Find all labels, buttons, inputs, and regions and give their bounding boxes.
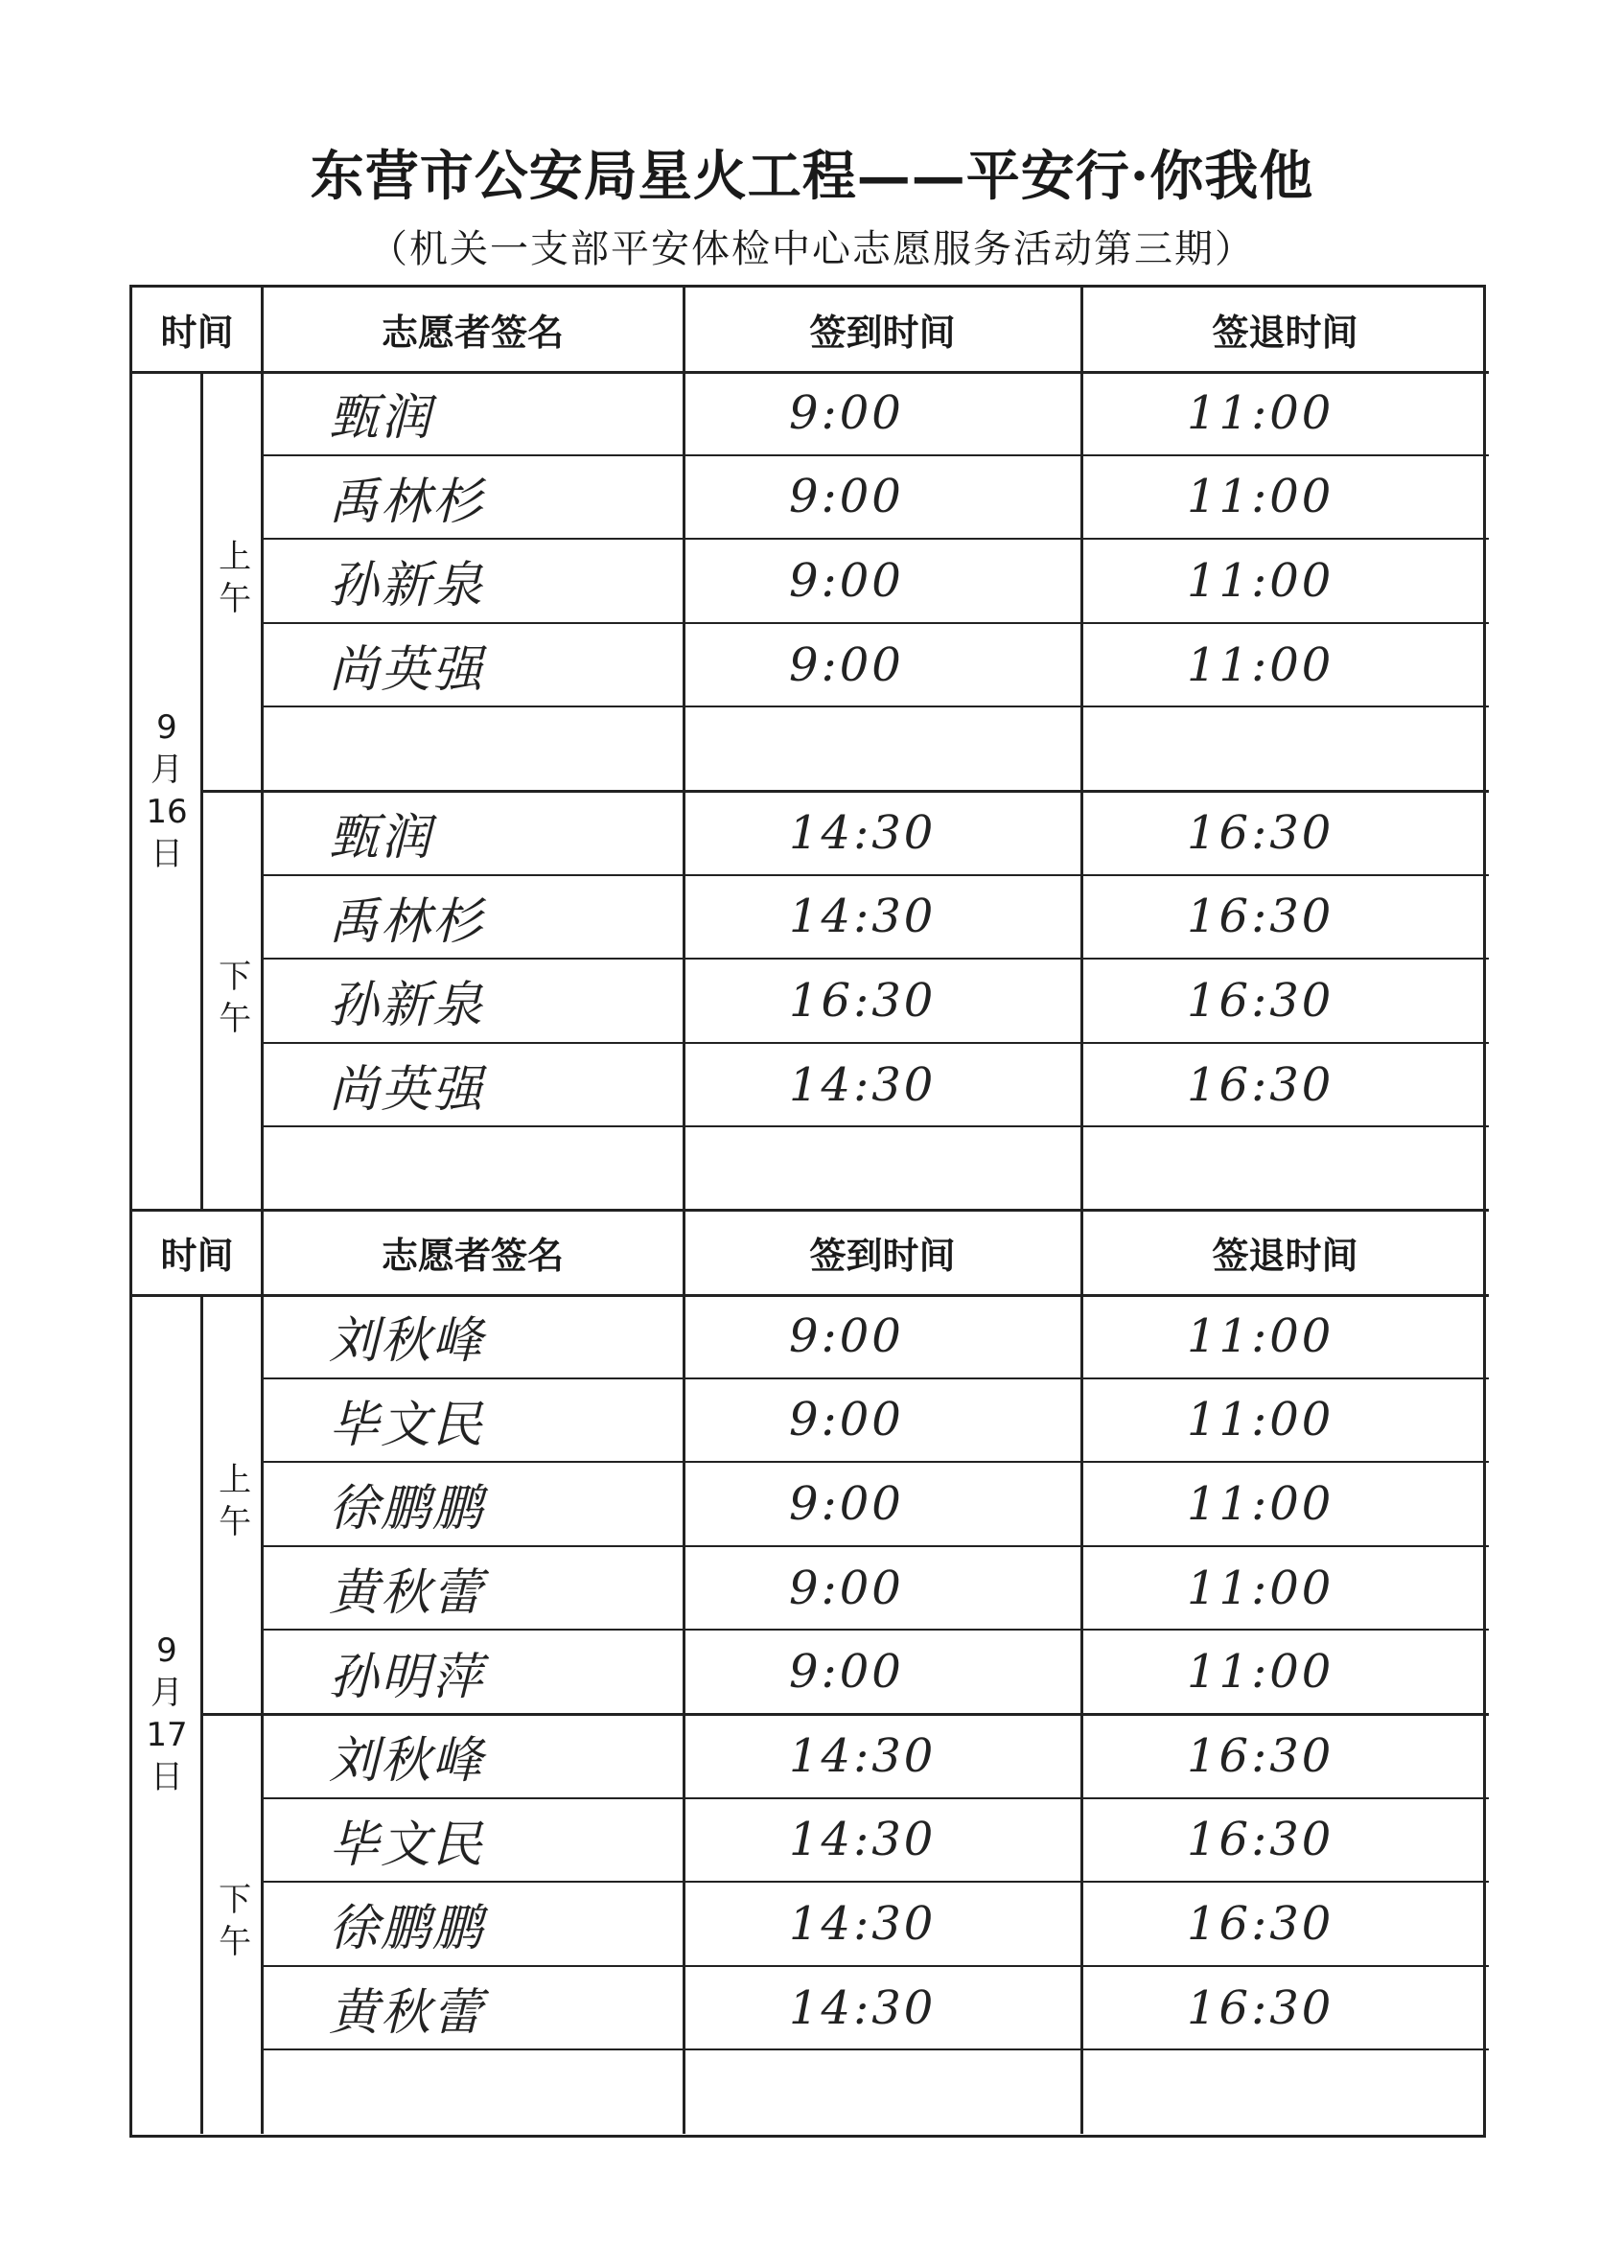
volunteer-signature: 刘秋峰	[329, 1732, 485, 1791]
check-in-time: 16:30	[789, 973, 937, 1028]
check-in-time: 14:30	[789, 1728, 937, 1783]
check-in-time: 9:00	[789, 1308, 904, 1363]
volunteer-signature: 徐鹏鹏	[329, 1900, 485, 1958]
header-check-out: 签退时间	[1212, 1235, 1358, 1277]
check-out-time: 16:30	[1187, 1057, 1334, 1112]
header-check-in: 签到时间	[809, 1235, 956, 1277]
period-pm: 下午	[212, 1882, 251, 1966]
date-cell	[132, 371, 201, 1211]
sign-in-sheet	[129, 285, 1486, 2138]
volunteer-signature: 禹林杉	[329, 892, 485, 951]
check-out-time: 11:00	[1187, 385, 1334, 440]
check-out-time: 11:00	[1187, 553, 1334, 608]
volunteer-signature: 孙新泉	[329, 557, 485, 615]
check-in-time: 14:30	[789, 805, 937, 860]
date-cell	[132, 1294, 201, 2134]
check-in-time: 9:00	[789, 385, 904, 440]
volunteer-signature: 黄秋蕾	[329, 1984, 485, 2043]
header-column-line	[261, 1211, 264, 1294]
volunteer-signature: 甄润	[329, 389, 433, 448]
header-check-out: 签退时间	[1212, 312, 1358, 354]
volunteer-signature: 黄秋蕾	[329, 1564, 485, 1623]
volunteer-signature: 徐鹏鹏	[329, 1480, 485, 1539]
check-in-time: 14:30	[789, 1980, 937, 2035]
check-out-time: 11:00	[1187, 1476, 1334, 1531]
check-in-time	[684, 2049, 1081, 2134]
check-in-time: 9:00	[789, 1561, 904, 1615]
header-column-line	[261, 288, 264, 371]
header-check-in: 签到时间	[809, 312, 956, 354]
check-in-time: 9:00	[789, 470, 904, 524]
date-char: 日	[151, 1758, 183, 1797]
check-out-time: 16:30	[1187, 1728, 1334, 1783]
check-in-time	[684, 706, 1081, 791]
check-in-time: 14:30	[789, 1057, 937, 1112]
header-column-line	[1080, 288, 1083, 371]
check-out-time	[1081, 706, 1489, 791]
check-out-time	[1081, 2049, 1489, 2134]
volunteer-signature: 毕文民	[329, 1816, 485, 1874]
volunteer-signature: 尚英强	[329, 1061, 485, 1120]
check-in-time: 14:30	[789, 1813, 937, 1867]
header-column-line	[683, 288, 685, 371]
volunteer-signature: 孙新泉	[329, 977, 485, 1035]
check-out-time: 16:30	[1187, 1896, 1334, 1951]
period-pm: 下午	[212, 959, 251, 1043]
volunteer-signature	[262, 706, 684, 791]
check-in-time: 9:00	[789, 1393, 904, 1447]
header-column-line	[683, 1211, 685, 1294]
check-out-time: 11:00	[1187, 637, 1334, 692]
page-title: 东营市公安局星火工程——平安行·你我他	[310, 145, 1314, 208]
period-am: 上午	[212, 1462, 251, 1546]
check-out-time	[1081, 1126, 1489, 1211]
check-in-time: 9:00	[789, 637, 904, 692]
date-char: 9	[156, 707, 177, 747]
date-char: 日	[151, 835, 183, 874]
date-char: 9	[156, 1631, 177, 1670]
check-in-time: 14:30	[789, 1896, 937, 1951]
period-am: 上午	[212, 539, 251, 623]
check-in-time: 9:00	[789, 553, 904, 608]
check-in-time: 9:00	[789, 1476, 904, 1531]
header-signature: 志愿者签名	[381, 312, 564, 354]
check-out-time: 11:00	[1187, 470, 1334, 524]
header-signature: 志愿者签名	[381, 1235, 564, 1277]
check-out-time: 11:00	[1187, 1561, 1334, 1615]
check-out-time: 16:30	[1187, 973, 1334, 1028]
volunteer-signature: 尚英强	[329, 641, 485, 700]
header-column-line	[1080, 1211, 1083, 1294]
date-char: 17	[146, 1716, 188, 1754]
date-char: 月	[151, 750, 183, 789]
check-in-time: 9:00	[789, 1645, 904, 1700]
check-out-time: 16:30	[1187, 805, 1334, 860]
header-time: 时间	[160, 1235, 234, 1277]
date-char: 月	[151, 1673, 183, 1712]
date-char: 16	[146, 793, 188, 831]
check-out-time: 16:30	[1187, 1813, 1334, 1867]
check-out-time: 16:30	[1187, 1980, 1334, 2035]
volunteer-signature: 禹林杉	[329, 473, 485, 531]
volunteer-signature	[262, 2049, 684, 2134]
header-time: 时间	[160, 312, 234, 354]
volunteer-signature: 毕文民	[329, 1396, 485, 1454]
check-out-time: 11:00	[1187, 1308, 1334, 1363]
volunteer-signature: 孙明萍	[329, 1648, 485, 1706]
volunteer-signature	[262, 1126, 684, 1211]
page-subtitle: （机关一支部平安体检中心志愿服务活动第三期）	[369, 227, 1255, 271]
check-in-time: 14:30	[789, 890, 937, 944]
check-out-time: 11:00	[1187, 1645, 1334, 1700]
volunteer-signature: 刘秋峰	[329, 1312, 485, 1371]
volunteer-signature: 甄润	[329, 809, 433, 868]
check-out-time: 11:00	[1187, 1393, 1334, 1447]
check-in-time	[684, 1126, 1081, 1211]
check-out-time: 16:30	[1187, 890, 1334, 944]
